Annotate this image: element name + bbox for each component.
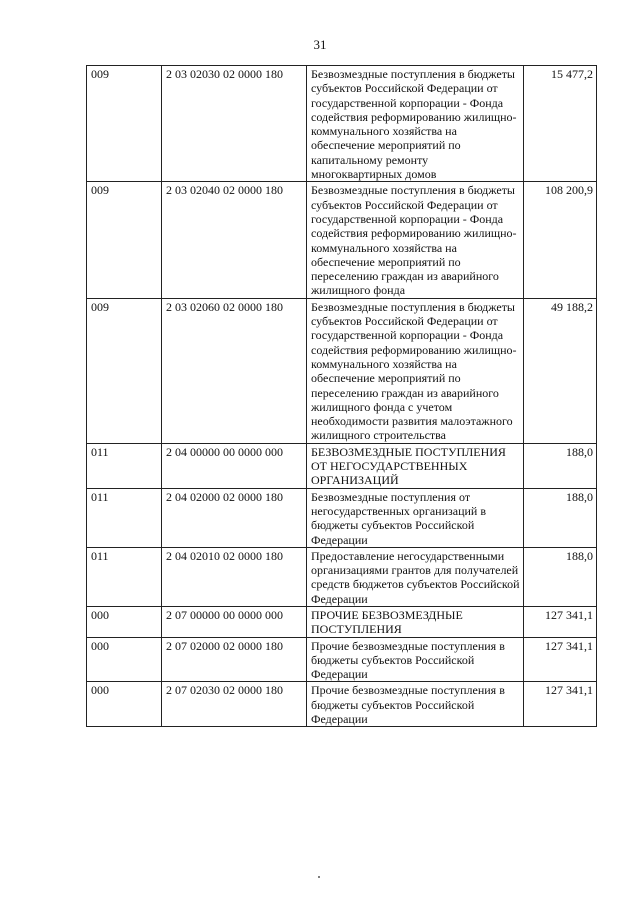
amount-cell: 49 188,2 — [524, 298, 597, 443]
table-row — [87, 182, 597, 298]
page-number: 31 — [313, 37, 327, 52]
budget-code-cell: 2 04 02010 02 0000 180 — [162, 547, 307, 606]
budget-code-cell: 2 03 02060 02 0000 180 — [162, 298, 307, 443]
table-row — [87, 488, 597, 547]
admin-code-cell: 011 — [87, 547, 162, 606]
admin-code-cell: 011 — [87, 443, 162, 488]
admin-code-cell: 000 — [87, 682, 162, 727]
description-cell: Безвозмездные поступления от негосударственных организаций в бюджеты субъектов Российской Федерации — [307, 488, 524, 547]
budget-code-cell: 2 07 02000 02 0000 180 — [162, 637, 307, 682]
table-row — [87, 606, 597, 637]
description-cell: Безвозмездные поступления в бюджеты субъектов Российской Федерации от государственной корпорации - Фонда содействия реформированию жилищно-коммунального хозяйства на обеспечение мероприятий по переселению граждан из аварийного жилищного фонда с учетом необходимости развития малоэтажного жилищного строительства — [307, 298, 524, 443]
admin-code-cell: 009 — [87, 182, 162, 298]
amount-cell: 188,0 — [524, 488, 597, 547]
admin-code-cell: 009 — [87, 298, 162, 443]
table-row — [87, 547, 597, 606]
table-row — [87, 443, 597, 488]
budget-code-cell: 2 04 02000 02 0000 180 — [162, 488, 307, 547]
amount-cell: 127 341,1 — [524, 606, 597, 637]
description-cell: Прочие безвозмездные поступления в бюджеты субъектов Российской Федерации — [307, 637, 524, 682]
amount-cell: 188,0 — [524, 443, 597, 488]
table-row — [87, 298, 597, 443]
budget-code-cell: 2 07 00000 00 0000 000 — [162, 606, 307, 637]
table-row — [87, 682, 597, 727]
amount-cell: 127 341,1 — [524, 682, 597, 727]
budget-code-cell: 2 03 02030 02 0000 180 — [162, 66, 307, 182]
amount-cell: 127 341,1 — [524, 637, 597, 682]
admin-code-cell: 000 — [87, 606, 162, 637]
admin-code-cell: 011 — [87, 488, 162, 547]
budget-code-cell: 2 03 02040 02 0000 180 — [162, 182, 307, 298]
budget-code-cell: 2 04 00000 00 0000 000 — [162, 443, 307, 488]
description-cell: Безвозмездные поступления в бюджеты субъектов Российской Федерации от государственной корпорации - Фонда содействия реформированию жилищно-коммунального хозяйства на обеспечение мероприятий по переселению граждан из аварийного жилищного фонда — [307, 182, 524, 298]
scan-speck — [318, 876, 320, 878]
description-cell: Безвозмездные поступления в бюджеты субъектов Российской Федерации от государственной корпорации - Фонда содействия реформированию жилищно-коммунального хозяйства на обеспечение мероприятий по капитальному ремонту многоквартирных домов — [307, 66, 524, 182]
admin-code-cell: 009 — [87, 66, 162, 182]
amount-cell: 15 477,2 — [524, 66, 597, 182]
amount-cell: 108 200,9 — [524, 182, 597, 298]
description-cell: Предоставление негосударственными организациями грантов для получателей средств бюджетов субъектов Российской Федерации — [307, 547, 524, 606]
budget-code-cell: 2 07 02030 02 0000 180 — [162, 682, 307, 727]
description-cell: ПРОЧИЕ БЕЗВОЗМЕЗДНЫЕ ПОСТУПЛЕНИЯ — [307, 606, 524, 637]
admin-code-cell: 000 — [87, 637, 162, 682]
description-cell: Прочие безвозмездные поступления в бюджеты субъектов Российской Федерации — [307, 682, 524, 727]
revenue-table — [86, 65, 597, 727]
amount-cell: 188,0 — [524, 547, 597, 606]
description-cell: БЕЗВОЗМЕЗДНЫЕ ПОСТУПЛЕНИЯ ОТ НЕГОСУДАРСТВЕННЫХ ОРГАНИЗАЦИЙ — [307, 443, 524, 488]
table-row — [87, 66, 597, 182]
table-row — [87, 637, 597, 682]
